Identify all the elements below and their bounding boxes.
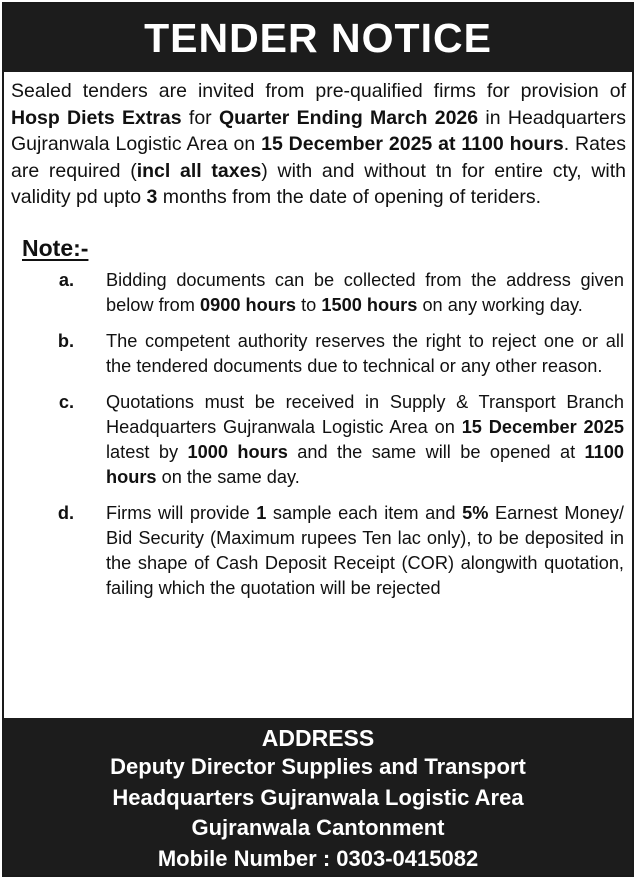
address-block	[4, 718, 632, 875]
note-bold: 0900 hours	[200, 294, 297, 315]
note-text-part: Firms will provide	[106, 502, 257, 523]
note-bold: 15 December 2025	[461, 416, 624, 437]
intro-paragraph	[4, 72, 632, 211]
note-letter: b.	[57, 330, 74, 351]
note-text	[106, 329, 624, 379]
note-item	[4, 268, 624, 318]
note-text	[106, 268, 624, 318]
address-title: ADDRESS	[261, 725, 375, 751]
note-item	[4, 390, 624, 490]
address-line: Deputy Director Supplies and Transport	[110, 754, 526, 779]
note-letter: a.	[58, 269, 74, 290]
opening-date: 15 December 2025 at 1100 hours	[261, 133, 564, 155]
note-item	[4, 329, 624, 379]
note-item	[4, 501, 624, 601]
note-text-part: and the same will be opened at	[287, 441, 585, 462]
note-text-part: latest by	[106, 441, 188, 462]
note-text-part: Quotations must be received in Supply & Transport Branch Headquarters Gujranwala Logistic Area on	[106, 391, 624, 437]
note-letter: d.	[57, 502, 74, 523]
note-letter: c.	[58, 391, 74, 412]
note-bold: 1000 hours	[187, 441, 288, 462]
tender-item: Hosp Diets Extras	[11, 106, 182, 129]
intro-text: in Headquarters Gujranwala Logistic Area on	[11, 106, 627, 155]
note-bold: 5%	[462, 502, 489, 523]
note-text-part: to	[296, 294, 322, 315]
validity-months: 3	[146, 186, 158, 208]
intro-text: Sealed tenders are invited from pre-qualified firms for provision of	[11, 80, 626, 102]
intro-text: for	[181, 106, 219, 129]
notice-header	[4, 4, 632, 72]
note-text-part: Earnest Money/ Bid Security (Maximum rupees Ten lac only), to be deposited in the shape of Cash Deposit Receipt (COR) alongwith quotation, failing which the quotation will be rejected	[106, 502, 624, 598]
intro-text: ) with and without tn for entire cty, with validity pd upto	[11, 159, 626, 208]
note-text	[106, 390, 624, 490]
address-line: Gujranwala Cantonment	[191, 815, 445, 840]
intro-text: . Rates are required (	[11, 133, 626, 182]
taxes-label: incl all taxes	[136, 159, 262, 182]
note-text-part: Bidding documents can be collected from the address given below from	[106, 269, 624, 315]
note-bold: 1500 hours	[321, 294, 418, 315]
note-text-part: on any working day.	[417, 294, 583, 315]
tender-notice	[2, 2, 634, 877]
quarter-label: Quarter Ending March 2026	[218, 106, 479, 129]
intro-text: months from the date of opening of teriders.	[157, 186, 542, 208]
note-bold: 1	[256, 502, 267, 523]
note-text	[106, 501, 624, 601]
note-text-part: on the same day.	[156, 466, 300, 487]
notes-list	[4, 262, 632, 601]
note-text-part: sample each item and	[266, 502, 463, 523]
note-bold: 1100 hours	[106, 441, 624, 487]
mobile-number: Mobile Number : 0303-0415082	[157, 845, 479, 871]
note-text-part: The competent authority reserves the right to reject one or all the tendered documents due to technical or any other reason.	[106, 330, 624, 376]
notice-title: TENDER NOTICE	[144, 14, 492, 61]
note-heading: Note:-	[22, 234, 89, 261]
address-line: Headquarters Gujranwala Logistic Area	[112, 784, 524, 810]
